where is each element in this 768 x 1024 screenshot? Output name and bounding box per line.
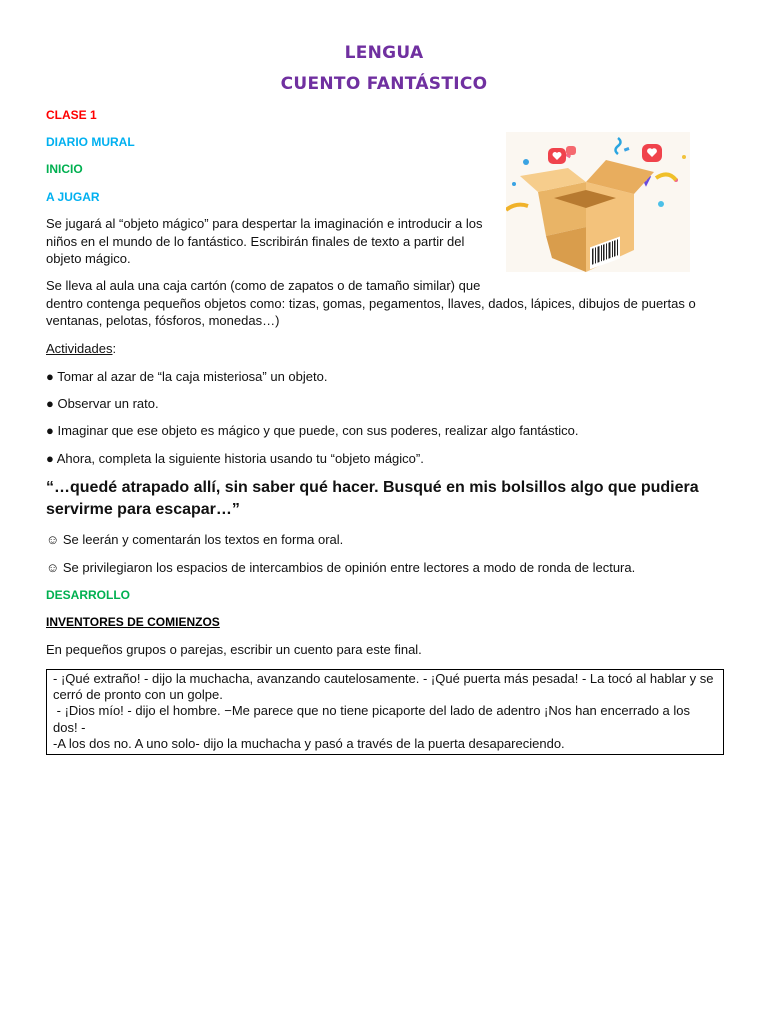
quote-line-1: “…quedé atrapado allí, sin saber qué hacer. Busqué en mis bolsillos algo que pudiera: [46, 479, 699, 496]
consigna-text: En pequeños grupos o parejas, escribir un cuento para este final.: [46, 642, 422, 657]
page-subtitle: CUENTO FANTÁSTICO: [280, 74, 488, 94]
actividades-label: [46, 340, 116, 358]
page-title: LENGUA: [344, 43, 424, 63]
story-line: cerró de pronto con un golpe.: [53, 687, 223, 703]
story-line: dos! -: [53, 719, 86, 735]
intro-line-3: objeto mágico.: [46, 251, 131, 266]
quote-line-2: servirme para escapar…”: [46, 501, 240, 518]
heading-clase: CLASE 1: [46, 108, 97, 122]
caja-line-3: ventanas, pelotas, fósforos, monedas…): [46, 313, 280, 328]
story-line: -A los dos no. A uno solo- dijo la muchacha y pasó a través de la puerta desapareciendo.: [53, 735, 565, 751]
actividades-label-colon: :: [112, 341, 117, 356]
intro-line-1: Se jugará al “objeto mágico” para despertar la imaginación e introducir a los: [46, 216, 483, 231]
heading-inicio: INICIO: [46, 162, 83, 176]
heading-a-jugar: A JUGAR: [46, 190, 100, 204]
actividad-item: ● Ahora, completa la siguiente historia usando tu “objeto mágico”.: [46, 451, 424, 466]
story-line: - ¡Dios mío! - dijo el hombre. −Me parece que no tiene picaporte del lado de adentro ¡Nos han encerrado a los: [53, 703, 691, 719]
heading-inventores: INVENTORES DE COMIENZOS: [46, 615, 220, 629]
caja-paragraph: [46, 277, 736, 330]
story-line: - ¡Qué extraño! - dijo la muchacha, avanzando cautelosamente. - ¡Qué puerta más pesada! - La tocó al hablar y se: [53, 671, 714, 686]
note-item: ☺ Se privilegiaron los espacios de intercambios de opinión entre lectores a modo de ronda de lectura.: [46, 560, 636, 575]
actividades-label-text: Actividades: [46, 341, 113, 356]
story-quote: [46, 477, 726, 521]
actividad-item: ● Tomar al azar de “la caja misteriosa” un objeto.: [46, 369, 328, 384]
heading-diario-mural: DIARIO MURAL: [46, 135, 135, 149]
caja-line-2: dentro contenga pequeños objetos como: tizas, gomas, pegamentos, llaves, dados, lápices, dibujos de puertas o: [46, 295, 696, 311]
story-box: [46, 669, 724, 755]
intro-paragraph: [46, 215, 496, 268]
heading-desarrollo: DESARROLLO: [46, 588, 130, 602]
caja-line-1: Se lleva al aula una caja cartón (como de zapatos o de tamaño similar) que: [46, 278, 481, 293]
actividad-item: ● Observar un rato.: [46, 396, 159, 411]
actividad-item: ● Imaginar que ese objeto es mágico y que puede, con sus poderes, realizar algo fantástico.: [46, 423, 579, 438]
intro-line-2: niños en el mundo de lo fantástico. Escribirán finales de texto a partir del: [46, 233, 465, 249]
magic-box-icon: [506, 132, 690, 272]
note-item: ☺ Se leerán y comentarán los textos en forma oral.: [46, 532, 344, 547]
